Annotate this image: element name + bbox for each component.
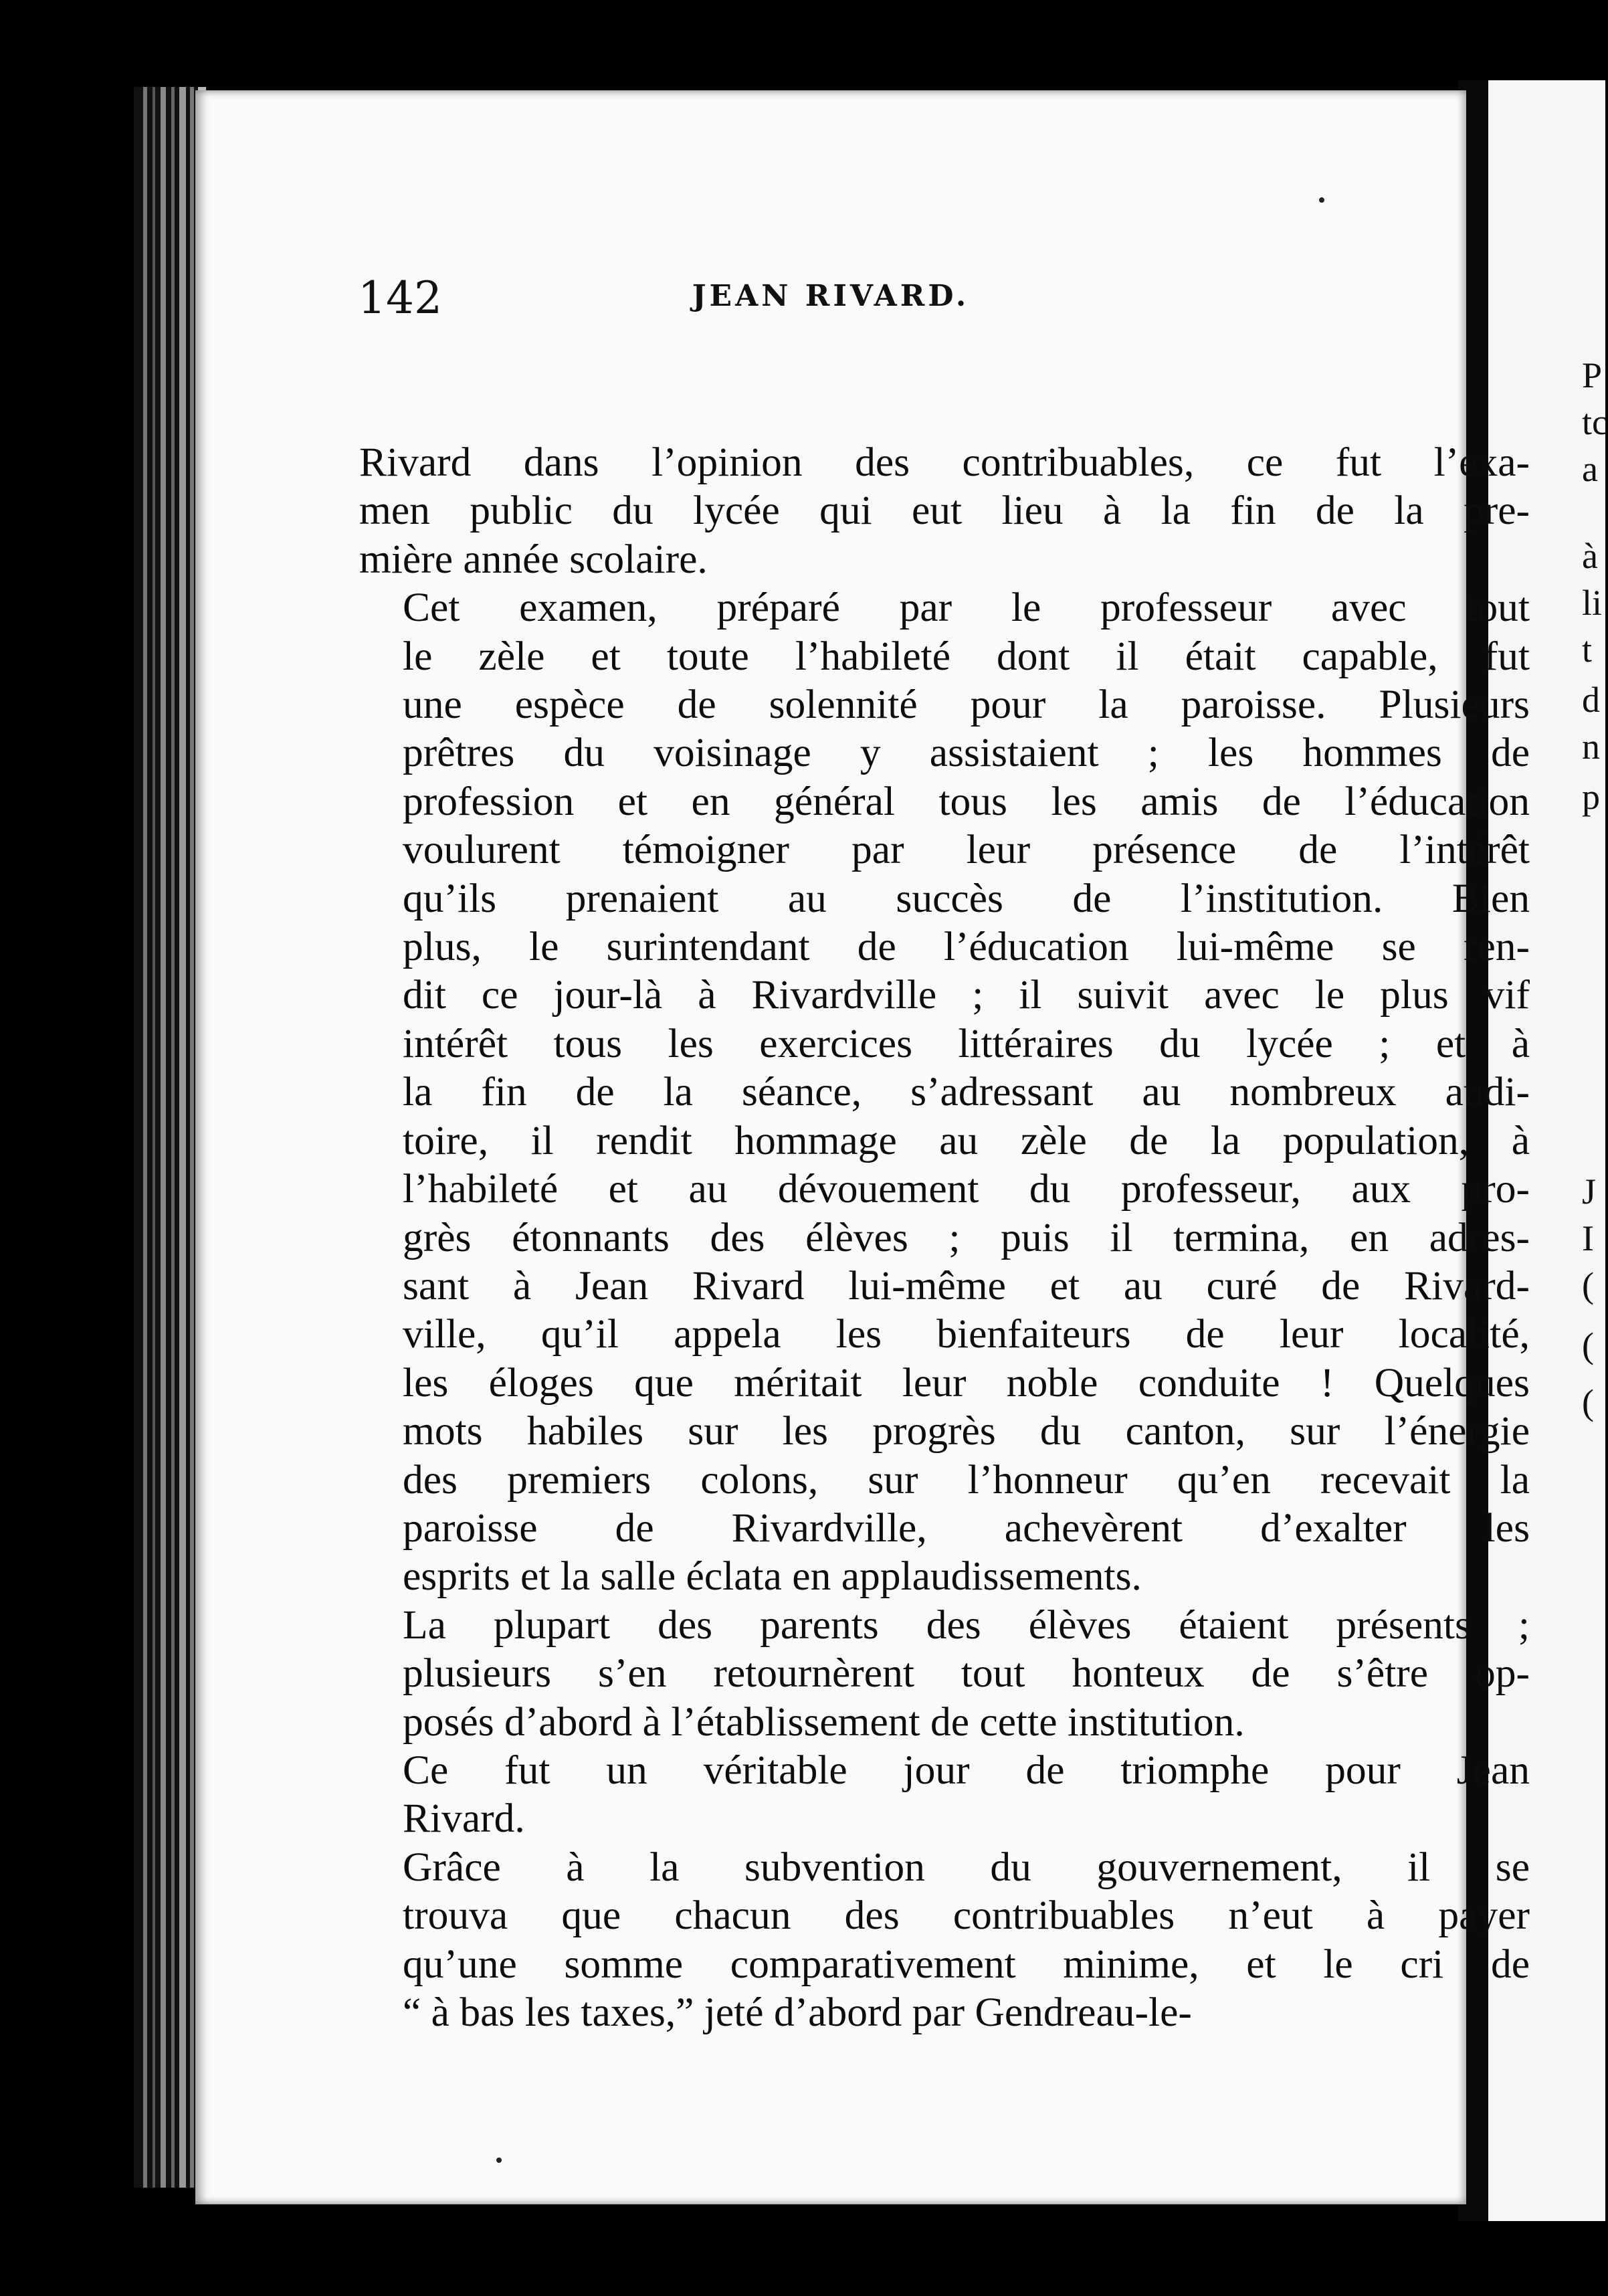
paragraph <box>359 1601 1530 1746</box>
facing-fragment: I <box>1582 1218 1594 1258</box>
text-line: prêtres du voisinage y assistaient ; les hommes de <box>403 730 1530 776</box>
text-line: Cet examen, préparé par le professeur avec tout <box>403 585 1530 631</box>
text-line: toire, il rendit hommage au zèle de la population, à <box>403 1117 1530 1163</box>
page-number: 142 <box>358 272 442 324</box>
facing-fragment: a <box>1582 449 1598 489</box>
book-page <box>195 90 1530 2204</box>
text-line: paroisse de Rivardville, achevèrent d’exalter les <box>403 1505 1530 1551</box>
facing-fragment: n <box>1582 727 1600 767</box>
text-line: sant à Jean Rivard lui-même et au curé de Rivard- <box>403 1262 1530 1309</box>
page-body <box>359 438 1530 2036</box>
facing-fragment: P <box>1582 355 1603 395</box>
text-line: plusieurs s’en retournèrent tout honteux de s’être op- <box>403 1650 1530 1697</box>
text-line: une espèce de solennité pour la paroisse. Plusieurs <box>403 682 1530 728</box>
text-line: “ à bas les taxes,” jeté d’abord par Gendreau-le- <box>403 1990 1192 2035</box>
facing-fragment: tc <box>1582 402 1608 442</box>
text-line: trouva que chacun des contribuables n’eut à payer <box>403 1893 1530 1939</box>
paragraph <box>359 583 1530 1601</box>
text-line: les éloges que méritait leur noble conduite ! Quelques <box>403 1359 1530 1406</box>
text-line: qu’ils prenaient au succès de l’institution. Bien <box>403 875 1530 921</box>
text-line: esprits et la salle éclata en applaudissements. <box>403 1553 1142 1600</box>
ink-speck <box>1319 197 1324 203</box>
facing-fragment: ( <box>1582 1382 1594 1422</box>
paragraph <box>359 1746 1530 1843</box>
facing-fragment: à <box>1582 536 1598 576</box>
text-line: plus, le surintendant de l’éducation lui-même se ren- <box>403 924 1530 970</box>
text-line: voulurent témoigner par leur présence de l’intérêt <box>403 827 1530 873</box>
facing-fragment: t <box>1582 630 1593 670</box>
facing-fragment: d <box>1582 680 1600 720</box>
facing-fragment: ( <box>1582 1325 1594 1365</box>
text-line: l’habileté et au dévouement du professeur, aux pro- <box>403 1166 1530 1212</box>
text-line: le zèle et toute l’habileté dont il était capable, fut <box>403 633 1530 679</box>
text-line: posés d’abord à l’établissement de cette institution. <box>403 1699 1245 1745</box>
text-line: La plupart des parents des élèves étaient présents ; <box>403 1602 1530 1648</box>
text-line: des premiers colons, sur l’honneur qu’en recevait la <box>403 1456 1530 1503</box>
text-line: intérêt tous les exercices littéraires du lycée ; et à <box>403 1020 1530 1066</box>
facing-fragment: ( <box>1582 1265 1594 1305</box>
text-line: men public du lycée qui eut lieu à la fin de la pre- <box>359 488 1530 534</box>
text-line: Rivard. <box>403 1796 525 1842</box>
facing-fragment: li <box>1582 583 1603 623</box>
paragraph <box>359 438 1530 583</box>
text-line: qu’une somme comparativement minime, et le cri de <box>403 1941 1530 1987</box>
text-line: grès étonnants des élèves ; puis il termina, en adres- <box>403 1214 1530 1260</box>
text-line: ville, qu’il appela les bienfaiteurs de leur localité, <box>403 1311 1530 1357</box>
text-line: la fin de la séance, s’adressant au nombreux audi- <box>403 1069 1530 1115</box>
ink-speck <box>496 2158 502 2163</box>
text-line: Grâce à la subvention du gouvernement, il se <box>403 1844 1530 1890</box>
facing-fragment: p <box>1582 777 1600 817</box>
text-line: Rivard dans l’opinion des contribuables, ce fut l’exa- <box>359 440 1530 485</box>
text-line: profession et en général tous les amis de l’éducation <box>403 778 1530 824</box>
page-header <box>195 272 1466 326</box>
facing-fragment: J <box>1582 1171 1597 1212</box>
text-line: Ce fut un véritable jour de triomphe pour Jean <box>403 1747 1530 1793</box>
text-line: mière année scolaire. <box>359 536 708 582</box>
text-line: dit ce jour-là à Rivardville ; il suivit avec le plus vif <box>403 972 1530 1018</box>
text-line: mots habiles sur les progrès du canton, sur l’énergie <box>403 1408 1530 1454</box>
running-head: JEAN RIVARD. <box>692 279 970 313</box>
paragraph <box>359 1843 1530 2037</box>
